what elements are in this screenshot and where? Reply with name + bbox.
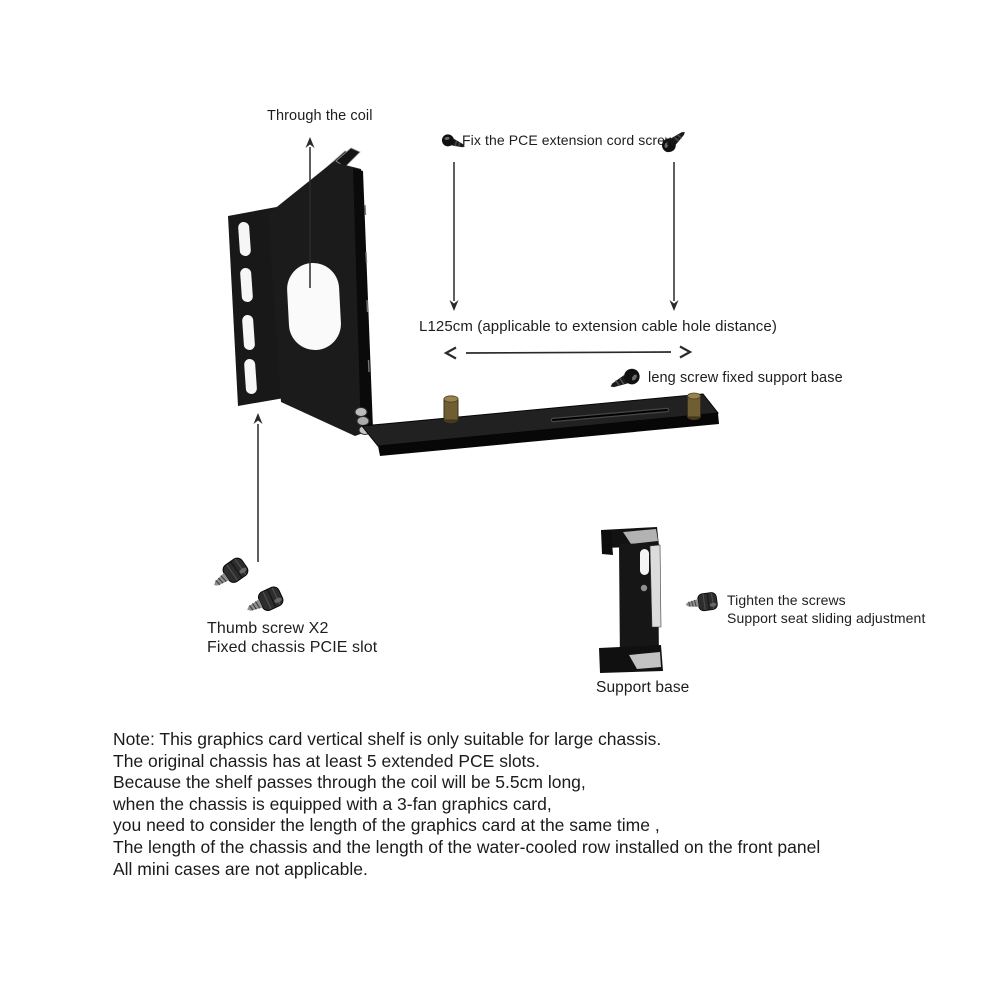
label-thumb-screw-line2: Fixed chassis PCIE slot <box>207 639 378 656</box>
note-text-block <box>113 729 820 880</box>
arrow-pce-screw-right <box>670 162 679 311</box>
label-support-base: Support base <box>596 679 690 696</box>
note-line: All mini cases are not applicable. <box>113 858 368 879</box>
coil-hole <box>286 262 342 352</box>
note-line: The length of the chassis and the length of the water-cooled row installed on the front panel <box>113 836 821 857</box>
arrow-thumb-screws <box>254 413 263 562</box>
label-hole-distance: L125cm (applicable to extension cable hole distance) <box>419 318 777 335</box>
note-line: The original chassis has at least 5 extended PCE slots. <box>113 750 541 771</box>
label-thumb-screw-line1: Thumb screw X2 <box>207 620 329 637</box>
label-tighten-line1: Tighten the screws <box>727 592 846 608</box>
adjust-screw-icon <box>684 592 718 613</box>
label-leng-screw: leng screw fixed support base <box>648 370 843 386</box>
note-line: when the chassis is equipped with a 3-fan graphics card, <box>113 793 552 814</box>
label-tighten-screws <box>727 592 925 627</box>
note-line: you need to consider the length of the graphics card at the same time , <box>113 815 660 836</box>
support-base-illustration <box>599 527 663 673</box>
thumb-screws-illustration <box>208 556 284 619</box>
standoff-screw-left <box>444 396 458 423</box>
label-thumb-screw <box>207 619 377 657</box>
note-line: Because the shelf passes through the coil will be 5.5cm long, <box>113 772 586 793</box>
label-through-the-coil: Through the coil <box>267 108 373 124</box>
label-fix-pce-screw: Fix the PCE extension cord screw <box>462 132 676 148</box>
arrow-pce-screw-left <box>450 162 459 311</box>
label-tighten-line2: Support seat sliding adjustment <box>727 609 926 626</box>
note-line: Note: This graphics card vertical shelf is only suitable for large chassis. <box>113 729 662 749</box>
screw-icon <box>607 366 642 393</box>
standoff-screw-right <box>688 393 701 420</box>
vertical-gpu-bracket-illustration <box>228 148 719 456</box>
dimension-arrow <box>446 347 690 359</box>
